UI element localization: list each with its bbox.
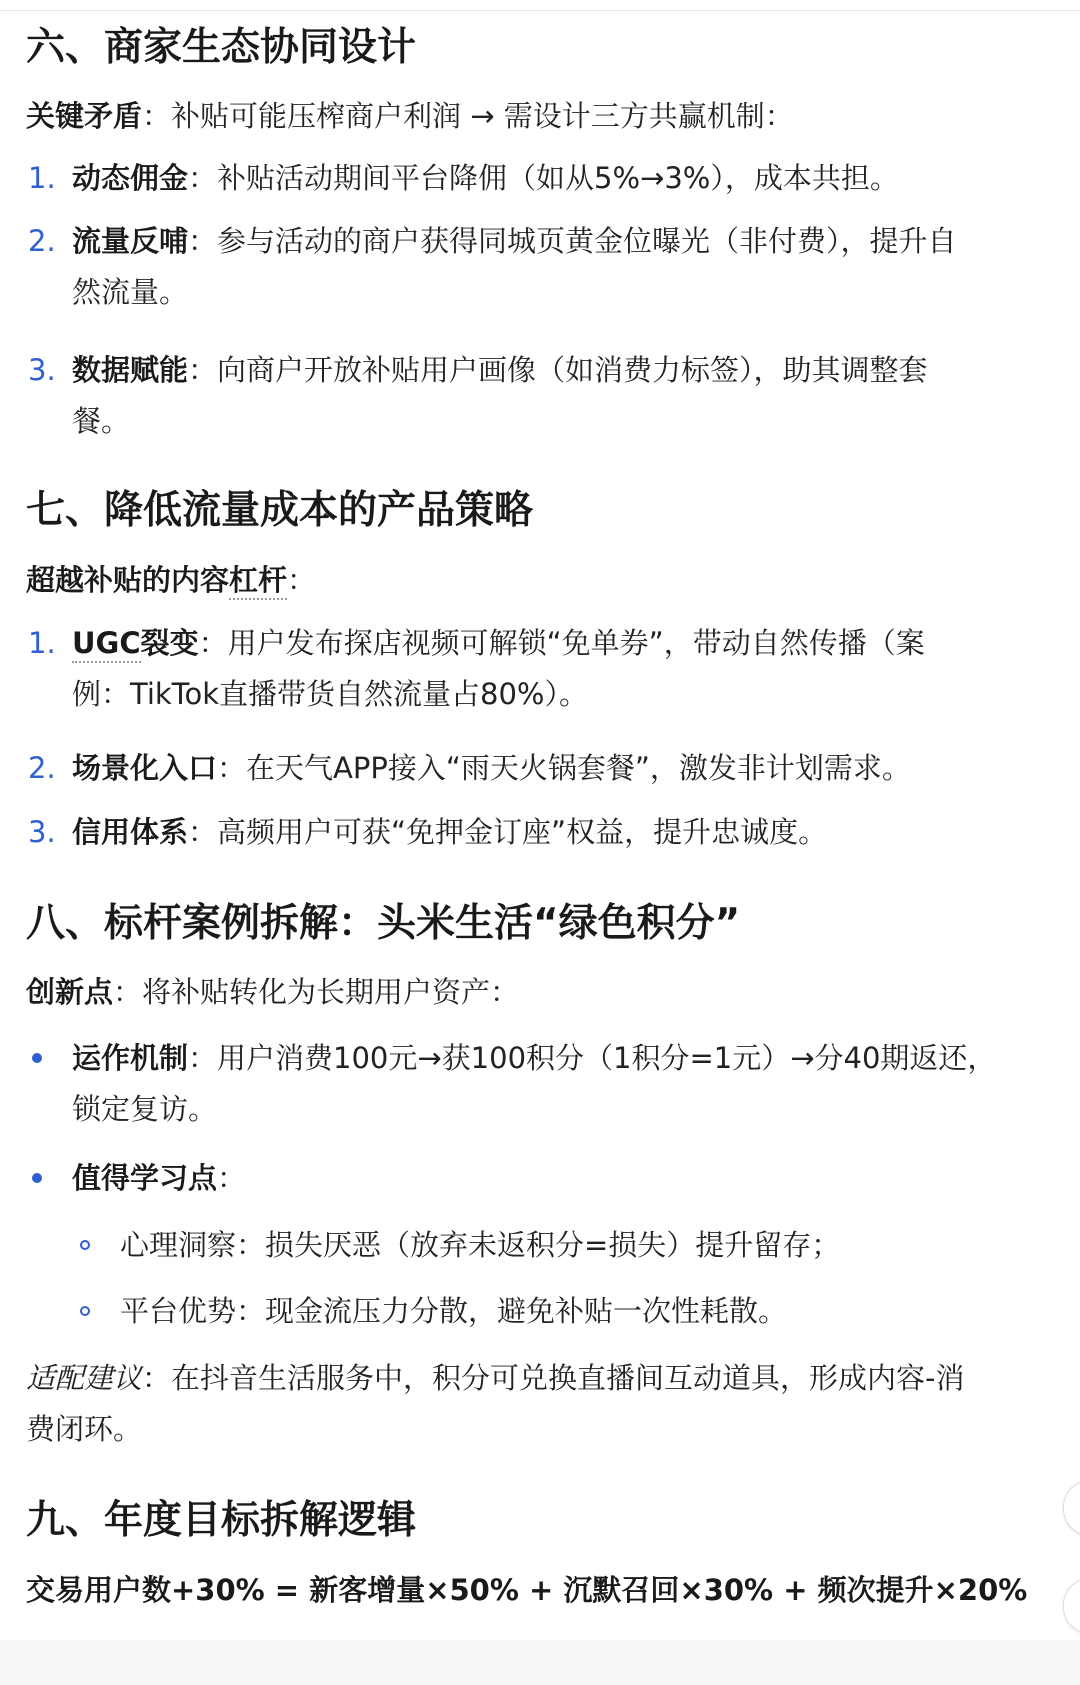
- intro-text: ：: [287, 563, 317, 597]
- section-8-intro: [26, 966, 519, 1018]
- list-number: 1.: [28, 161, 56, 195]
- item-text-cont: 然流量。: [72, 275, 189, 309]
- intro-text: ：将补贴转化为长期用户资产：: [113, 975, 520, 1009]
- item-label: 动态佣金: [72, 161, 189, 195]
- section-6-intro: [26, 90, 794, 142]
- bullet-dot: [32, 1053, 42, 1063]
- item-text: ：: [217, 1161, 247, 1195]
- item-text-cont: 例：TikTok直播带货自然流量占80%）。: [72, 677, 588, 711]
- item-label: 信用体系: [72, 815, 189, 849]
- item-text: ：高频用户可获“免押金订座”权益，提升忠诚度。: [188, 815, 828, 849]
- list-number: 2.: [28, 224, 56, 258]
- item-label: 场景化入口: [72, 751, 218, 785]
- bullet-dot: [32, 1173, 42, 1183]
- advice-text: ：在抖音生活服务中，积分可兑换直播间互动道具，形成内容-消: [142, 1361, 965, 1395]
- item-label: 裂变: [140, 626, 199, 660]
- item-text: ：在天气APP接入“雨天火锅套餐”，激发非计划需求。: [217, 751, 911, 785]
- item-text: ：用户发布探店视频可解锁“免单券”，带动自然传播（案: [198, 626, 925, 660]
- item-label: 数据赋能: [72, 353, 189, 387]
- intro-label: 创新点: [26, 975, 114, 1009]
- bottom-bar: [0, 1640, 1080, 1685]
- item-label-link[interactable]: UGC: [72, 626, 141, 663]
- item-label: 流量反哺: [72, 224, 189, 258]
- item-text: ：参与活动的商户获得同城页黄金位曝光（非付费），提升自: [188, 224, 957, 258]
- list-number: 1.: [28, 626, 56, 660]
- item-text-cont: 锁定复访。: [72, 1092, 218, 1126]
- item-text-cont: 餐。: [72, 404, 131, 438]
- floating-edge-button[interactable]: [1063, 1480, 1080, 1536]
- item-label: 值得学习点: [72, 1161, 218, 1195]
- section-7-heading: 七、降低流量成本的产品策略: [26, 488, 534, 533]
- section-6-heading: 六、商家生态协同设计: [26, 25, 417, 70]
- circle-bullet: [80, 1240, 90, 1250]
- list-number: 3.: [28, 815, 56, 849]
- section-9-heading: 九、年度目标拆解逻辑: [26, 1498, 417, 1543]
- section-7-intro: [26, 554, 316, 606]
- item-text: ：向商户开放补贴用户画像（如消费力标签），助其调整套: [188, 353, 928, 387]
- list-number: 2.: [28, 751, 56, 785]
- item-text: ：用户消费100元→获100积分（1积分=1元）→分40期返还，: [188, 1041, 997, 1075]
- item-text: ：补贴活动期间平台降佣（如从5%→3%），成本共担。: [188, 161, 899, 195]
- section-8-heading: 八、标杆案例拆解：头米生活“绿色积分”: [26, 901, 741, 946]
- intro-label: 超越补贴的内容: [26, 563, 230, 597]
- floating-edge-button[interactable]: [1063, 1578, 1080, 1634]
- intro-label-link[interactable]: 杠杆: [229, 563, 287, 600]
- list-number: 3.: [28, 353, 56, 387]
- formula-line: 交易用户数+30% = 新客增量×50% + 沉默召回×30% + 频次提升×20%: [26, 1573, 1028, 1607]
- circle-bullet: [80, 1306, 90, 1316]
- sub-item-text: 平台优势：现金流压力分散，避免补贴一次性耗散。: [120, 1294, 788, 1328]
- advice-paragraph: [26, 1352, 964, 1404]
- item-label: 运作机制: [72, 1041, 189, 1075]
- intro-text: ：补贴可能压榨商户利润 → 需设计三方共赢机制：: [142, 99, 794, 133]
- advice-label: 适配建议: [26, 1361, 143, 1395]
- top-divider: [0, 10, 1080, 11]
- advice-text-cont: 费闭环。: [26, 1412, 143, 1446]
- intro-label: 关键矛盾: [26, 99, 143, 133]
- sub-item-text: 心理洞察：损失厌恶（放弃未返积分=损失）提升留存；: [120, 1228, 841, 1262]
